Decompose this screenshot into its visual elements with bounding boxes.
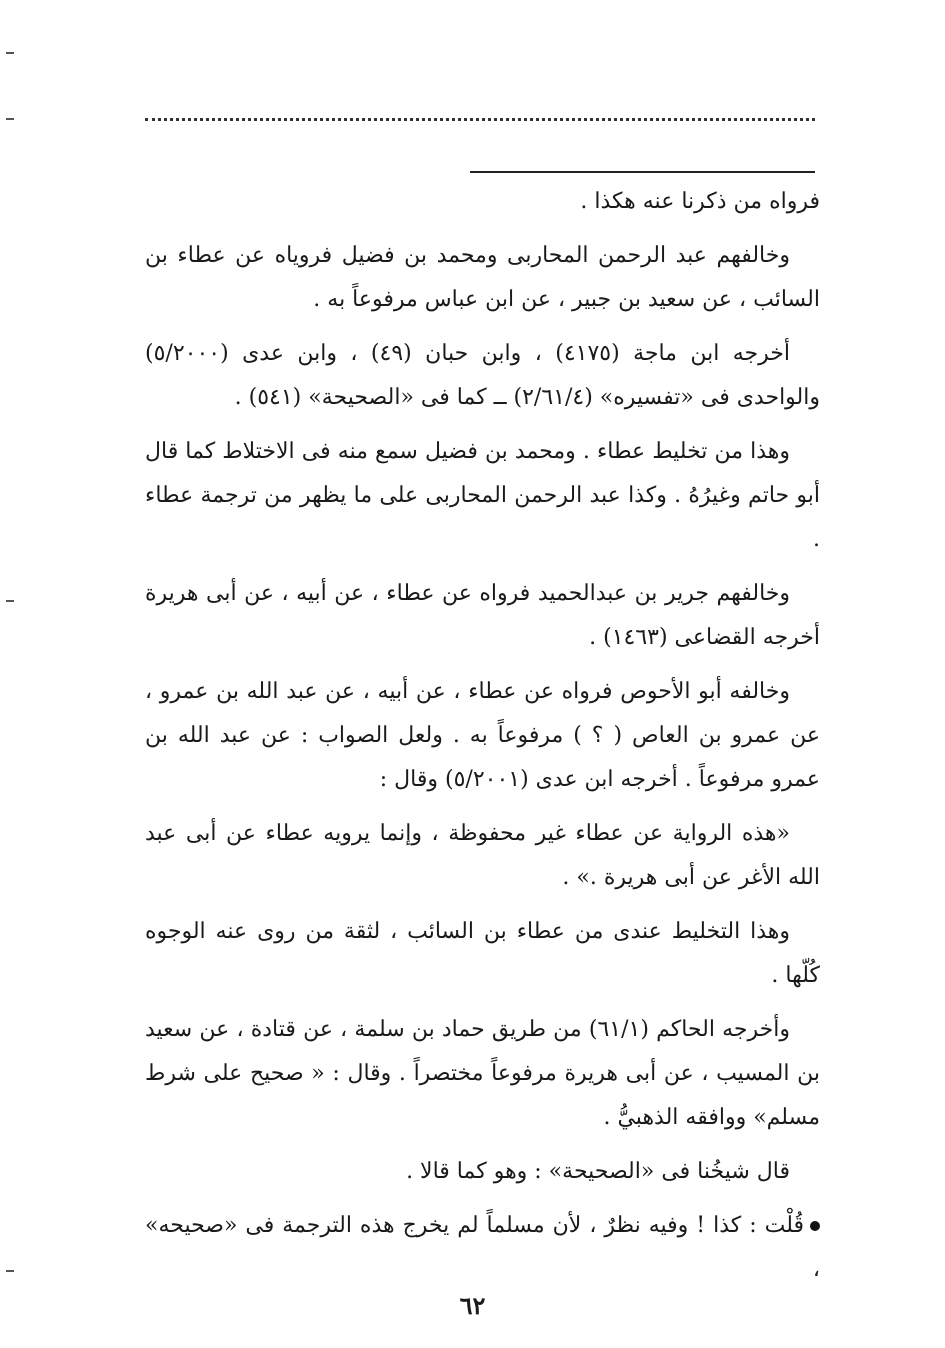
- bullet-text: قُلْت : كذا ! وفيه نظرٌ ، لأن مسلماً لم يخرج هذه الترجمة فى «صحيحه» ،: [145, 1213, 820, 1282]
- paragraph: وخالفه أبو الأحوص فرواه عن عطاء ، عن أبيه ، عن عبد الله بن عمرو ، عن عمرو بن العاص ( ؟ ) مرفوعاً به . ولعل الصواب : عن عبد الله بن عمرو مرفوعاً . أخرجه ابن عدى (٥/٢٠٠١) وقال :: [145, 679, 820, 792]
- bullet-paragraph: [145, 1204, 820, 1292]
- paragraph: وخالفهم جرير بن عبدالحميد فرواه عن عطاء ، عن أبيه ، عن أبى هريرة أخرجه القضاعى (١٤٦٣) .: [145, 581, 820, 650]
- paragraph: فرواه من ذكرنا عنه هكذا .: [580, 189, 820, 214]
- margin-mark: [6, 118, 14, 120]
- paragraph: أخرجه ابن ماجة (٤١٧٥) ، وابن حبان (٤٩) ، وابن عدى (٥/٢٠٠٠) والواحدى فى «تفسيره» (٢/٦١/٤) ــ كما فى «الصحيحة» (٥٤١) .: [145, 341, 820, 410]
- paragraph: «هذه الرواية عن عطاء غير محفوظة ، وإنما يرويه عطاء عن أبى عبد الله الأغر عن أبى هريرة .» .: [145, 821, 820, 890]
- dotted-separator: [145, 118, 815, 121]
- margin-mark: [6, 1270, 14, 1272]
- page-body: [145, 180, 820, 1302]
- bullet-icon: [810, 1221, 820, 1231]
- page-number: ٦٢: [459, 1291, 486, 1320]
- paragraph: قال شيخُنا فى «الصحيحة» : وهو كما قالا .: [406, 1159, 790, 1184]
- paragraph: وهذا من تخليط عطاء . ومحمد بن فضيل سمع منه فى الاختلاط كما قال أبو حاتم وغيرُهُ . وكذا عبد الرحمن المحاربى على ما يظهر من ترجمة عطاء .: [145, 439, 820, 552]
- paragraph: وهذا التخليط عندى من عطاء بن السائب ، لثقة من روى عنه الوجوه كُلّها .: [145, 919, 820, 988]
- margin-mark: [6, 52, 14, 54]
- paragraph: وخالفهم عبد الرحمن المحاربى ومحمد بن فضيل فروياه عن عطاء بن السائب ، عن سعيد بن جبير ، عن ابن عباس مرفوعاً به .: [145, 243, 820, 312]
- footnote-rule: [470, 171, 815, 173]
- margin-mark: [6, 600, 14, 602]
- paragraph: وأخرجه الحاكم (٦١/١) من طريق حماد بن سلمة ، عن قتادة ، عن سعيد بن المسيب ، عن أبى هريرة مرفوعاً مختصراً . وقال : « صحيح على شرط مسلم» ووافقه الذهبيُّ .: [145, 1017, 820, 1130]
